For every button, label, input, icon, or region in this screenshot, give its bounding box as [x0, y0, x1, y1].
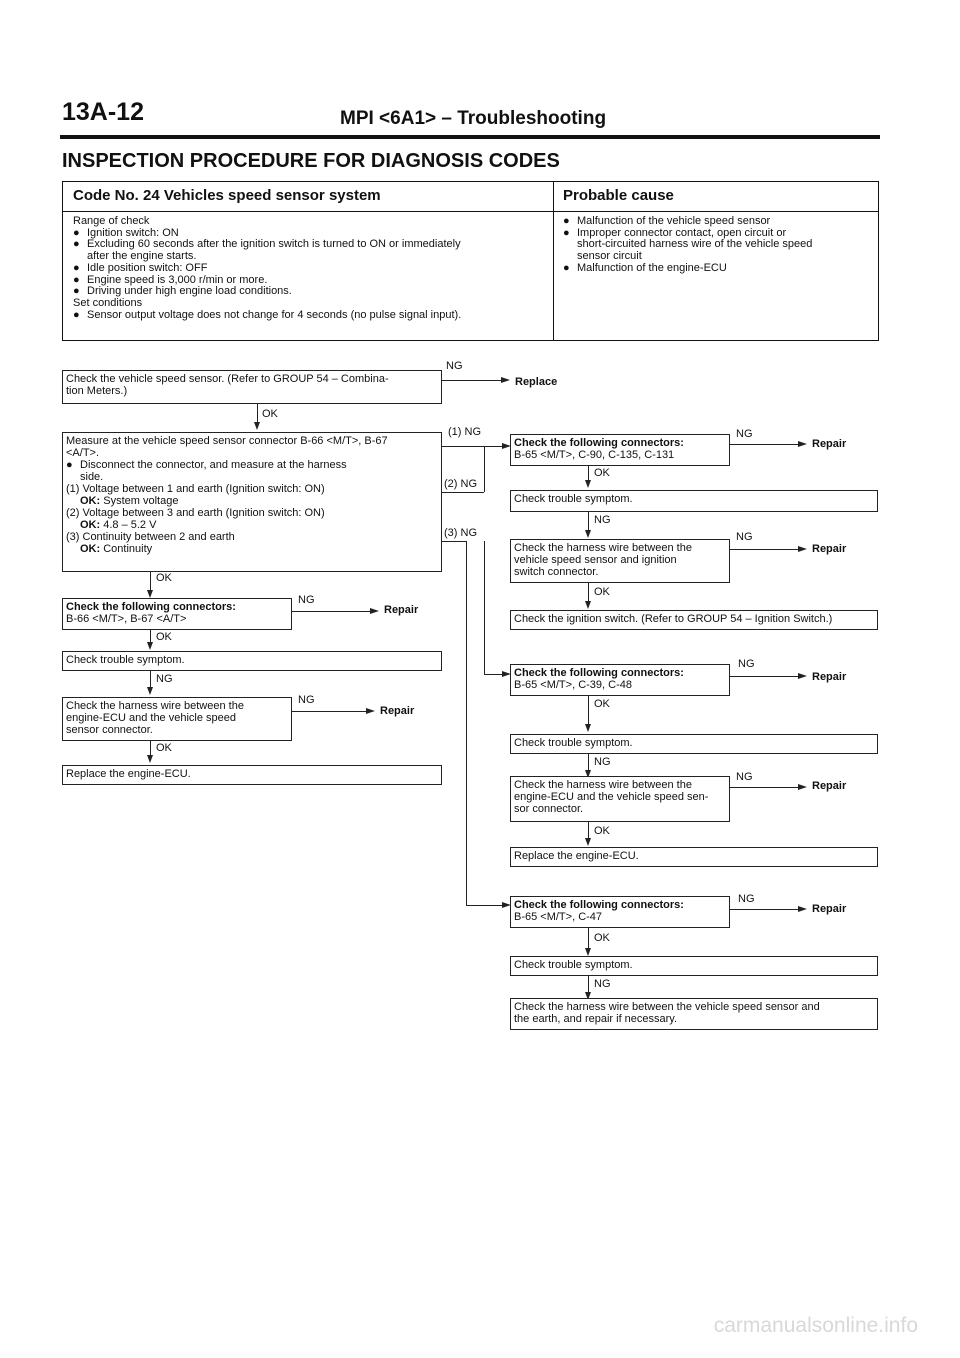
connector-line — [466, 905, 502, 906]
replace-label: Replace — [515, 376, 558, 388]
repair-label: Repair — [812, 903, 847, 915]
r1-harness-box — [510, 539, 730, 583]
check-line: ● Sensor output voltage does not change for 4 seconds (no pulse signal input). — [73, 308, 462, 321]
connector-line — [730, 787, 798, 788]
arrow-right-icon — [798, 784, 807, 790]
connector-line — [484, 674, 502, 675]
arrow-down-icon — [585, 601, 591, 609]
ng-label: NG — [156, 673, 173, 685]
connector-line — [730, 909, 798, 910]
arrow-right-icon — [370, 608, 379, 614]
ng-label: NG — [298, 594, 315, 606]
box-line: vehicle speed sensor and ignition — [514, 554, 677, 566]
ng-label: NG — [738, 658, 755, 670]
box-line: engine-ECU and the vehicle speed sen- — [514, 791, 709, 803]
check-line: Range of check — [73, 215, 150, 227]
ng-label: NG — [298, 694, 315, 706]
box-line: side. — [80, 471, 104, 483]
box-line: (1) Voltage between 1 and earth (Ignition switch: ON) — [66, 483, 325, 495]
page-code: 13A-12 — [62, 98, 144, 126]
check-line: Set conditions — [73, 296, 143, 309]
box-line: Check the harness wire between the — [514, 779, 692, 791]
connector-line — [442, 446, 502, 447]
box-line: sor connector. — [514, 803, 584, 815]
ng-label: NG — [594, 514, 611, 526]
box-line: sensor connector. — [66, 724, 153, 736]
repair-label: Repair — [812, 671, 847, 683]
connector-line — [730, 444, 798, 445]
connector-line — [466, 541, 467, 905]
ok-label: OK — [156, 631, 172, 643]
r1-ignition-switch-box — [510, 610, 878, 630]
arrow-down-icon — [254, 422, 260, 430]
range-of-check — [73, 216, 549, 321]
box-line: ● Disconnect the connector, and measure at the harness — [66, 459, 347, 471]
r1-connectors-box — [510, 434, 730, 466]
box-line: Replace the engine-ECU. — [66, 768, 191, 780]
table-header-rule — [63, 211, 878, 212]
ng-2-label: (2) NG — [444, 478, 477, 490]
ng-label: NG — [736, 531, 753, 543]
box-line: Check the harness wire between the vehicle speed sensor and — [514, 1001, 820, 1013]
box-line: tion Meters.) — [66, 385, 128, 397]
ok-label: OK — [594, 698, 610, 710]
box-line: Check trouble symptom. — [514, 737, 633, 749]
arrow-down-icon — [147, 590, 153, 598]
code-table — [62, 181, 879, 341]
check-speed-sensor-box — [62, 370, 442, 404]
connector-line — [730, 676, 798, 677]
box-line: <A/T>. — [66, 447, 100, 459]
connector-line — [442, 380, 502, 381]
cause-line: ● Malfunction of the vehicle speed sensor — [563, 215, 771, 227]
box-line: B-65 <M/T>, C-47 — [514, 911, 603, 923]
check-line: ● Ignition switch: ON — [73, 226, 179, 239]
box-line: Check trouble symptom. — [66, 654, 185, 666]
arrow-down-icon — [585, 948, 591, 956]
repair-label: Repair — [812, 438, 847, 450]
ok-label: OK — [594, 932, 610, 944]
connector-line — [730, 549, 798, 550]
section-title: INSPECTION PROCEDURE FOR DIAGNOSIS CODES — [62, 150, 560, 172]
box-line: OK: 4.8 – 5.2 V — [80, 519, 157, 531]
left-harness-box — [62, 697, 292, 741]
ok-label: OK — [156, 572, 172, 584]
table-divider — [553, 182, 554, 340]
arrow-right-icon — [798, 441, 807, 447]
r2-harness-box — [510, 776, 730, 822]
ng-label: NG — [446, 360, 463, 372]
box-line: Check the following connectors: — [514, 667, 684, 679]
watermark: carmanualsonline.info — [713, 1314, 918, 1337]
check-line: ● Excluding 60 seconds after the ignition switch is turned to ON or immediately — [73, 238, 461, 251]
ok-label: OK — [594, 825, 610, 837]
box-line: Replace the engine-ECU. — [514, 850, 639, 862]
box-line: Check the following connectors: — [66, 601, 236, 613]
ng-label: NG — [594, 978, 611, 990]
box-line: switch connector. — [514, 566, 599, 578]
arrow-down-icon — [147, 642, 153, 650]
ng-label: NG — [736, 771, 753, 783]
arrow-down-icon — [585, 480, 591, 488]
connector-line — [292, 711, 366, 712]
ok-label: OK — [594, 467, 610, 479]
code-heading: Code No. 24 Vehicles speed sensor system — [73, 187, 381, 204]
arrow-down-icon — [585, 530, 591, 538]
arrow-down-icon — [147, 755, 153, 763]
box-line: Measure at the vehicle speed sensor connector B-66 <M/T>, B-67 — [66, 435, 388, 447]
r2-replace-ecu-box — [510, 847, 878, 867]
ng-label: NG — [594, 756, 611, 768]
left-trouble-box — [62, 651, 442, 671]
box-line: engine-ECU and the vehicle speed — [66, 712, 237, 724]
arrow-down-icon — [585, 838, 591, 846]
box-line: the earth, and repair if necessary. — [514, 1013, 678, 1025]
connector-line — [442, 492, 484, 493]
box-line: Check the harness wire between the — [514, 542, 692, 554]
connector-line — [442, 541, 466, 542]
box-line: Check trouble symptom. — [514, 493, 633, 505]
ok-label: OK — [262, 408, 278, 420]
cause-line: short-circuited harness wire of the vehicle speed — [577, 238, 813, 251]
arrow-down-icon — [147, 687, 153, 695]
connector-line — [484, 446, 485, 492]
box-line: Check the ignition switch. (Refer to GROUP 54 – Ignition Switch.) — [514, 613, 833, 625]
box-line: OK: Continuity — [80, 543, 153, 555]
arrow-right-icon — [501, 377, 510, 383]
ng-1-label: (1) NG — [448, 426, 481, 438]
connector-line — [484, 541, 485, 674]
arrow-right-icon — [798, 906, 807, 912]
cause-line: sensor circuit — [577, 250, 642, 263]
r2-trouble-box — [510, 734, 878, 754]
box-line: B-65 <M/T>, C-90, C-135, C-131 — [514, 449, 675, 461]
arrow-right-icon — [366, 708, 375, 714]
check-line: ● Engine speed is 3,000 r/min or more. — [73, 273, 268, 286]
box-line: Check the harness wire between the — [66, 700, 244, 712]
ng-label: NG — [738, 893, 755, 905]
left-connectors-box — [62, 598, 292, 630]
repair-label: Repair — [380, 705, 415, 717]
box-line: Check the following connectors: — [514, 437, 684, 449]
probable-causes — [563, 216, 871, 275]
box-line: (3) Continuity between 2 and earth — [66, 531, 235, 543]
box-line: Check the following connectors: — [514, 899, 684, 911]
ng-label: NG — [736, 428, 753, 440]
cause-line: ● Improper connector contact, open circuit or — [563, 226, 787, 239]
box-line: B-66 <M/T>, B-67 <A/T> — [66, 613, 187, 625]
r1-trouble-box — [510, 490, 878, 512]
box-line: B-65 <M/T>, C-39, C-48 — [514, 679, 632, 691]
cause-line: ● Malfunction of the engine-ECU — [563, 261, 727, 274]
r3-harness-box — [510, 998, 878, 1030]
repair-label: Repair — [812, 780, 847, 792]
arrow-right-icon — [798, 546, 807, 552]
check-line: ● Idle position switch: OFF — [73, 261, 208, 274]
box-line: (2) Voltage between 3 and earth (Ignition switch: ON) — [66, 507, 325, 519]
box-line: OK: System voltage — [80, 495, 179, 507]
arrow-right-icon — [798, 673, 807, 679]
repair-label: Repair — [384, 604, 419, 616]
ok-label: OK — [156, 742, 172, 754]
connector-line — [292, 611, 370, 612]
r3-connectors-box — [510, 896, 730, 928]
header-rule — [60, 135, 880, 139]
page-title: MPI <6A1> – Troubleshooting — [340, 108, 607, 129]
ng-3-label: (3) NG — [444, 527, 477, 539]
repair-label: Repair — [812, 543, 847, 555]
arrow-down-icon — [585, 724, 591, 732]
box-line: Check the vehicle speed sensor. (Refer to GROUP 54 – Combina- — [66, 373, 389, 385]
check-line: after the engine starts. — [87, 250, 197, 263]
left-replace-ecu-box — [62, 765, 442, 785]
measure-connector-box — [62, 432, 442, 572]
ok-label: OK — [594, 586, 610, 598]
check-line: ● Driving under high engine load conditions. — [73, 285, 292, 298]
r3-trouble-box — [510, 956, 878, 976]
r2-connectors-box — [510, 664, 730, 696]
box-line: Check trouble symptom. — [514, 959, 633, 971]
cause-heading: Probable cause — [563, 187, 674, 204]
